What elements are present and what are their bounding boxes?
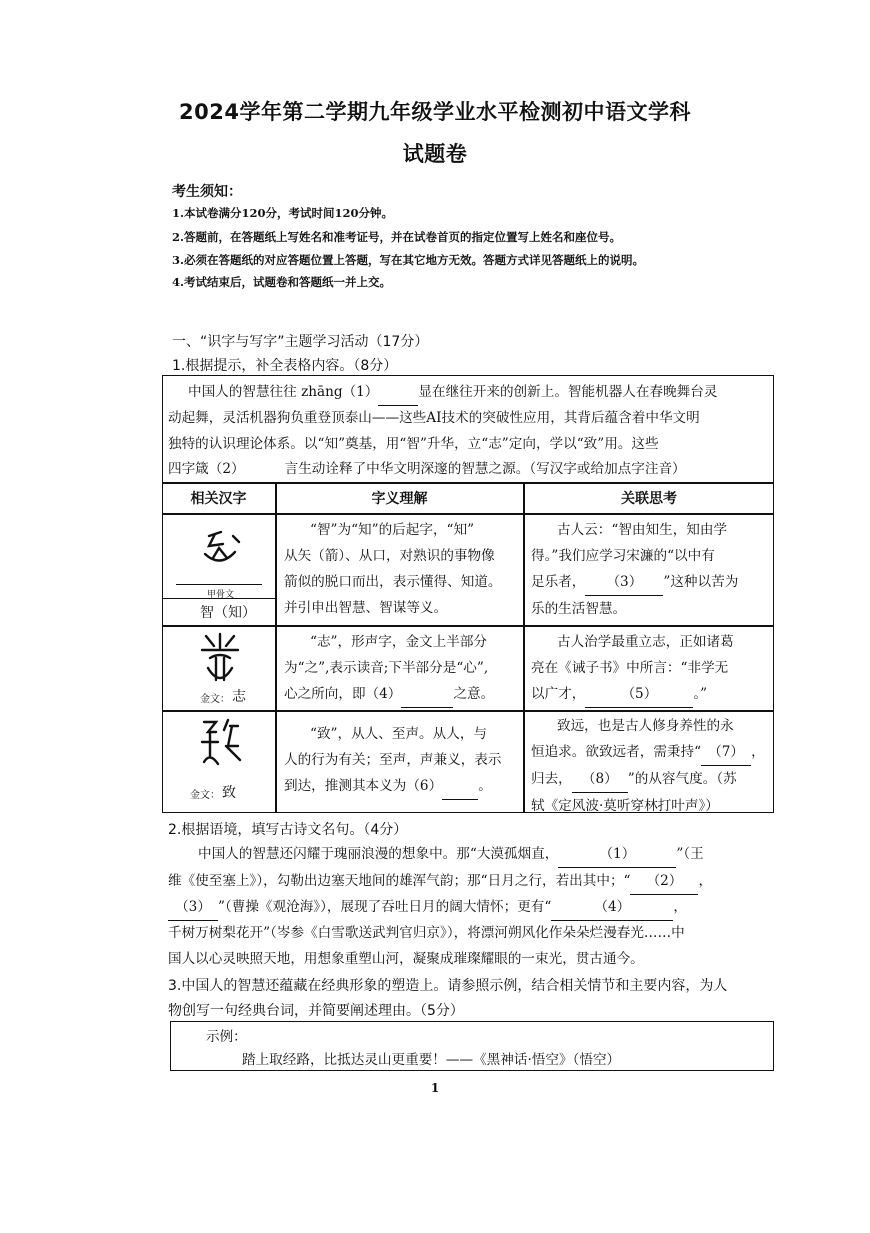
q2-blank-2[interactable]: （2） bbox=[630, 869, 698, 895]
char-2-caption: 金文： bbox=[200, 694, 230, 705]
row-1-thought: 古人云：“智由知生，知由学 得。”我们应学习宋濂的“以中有 足乐者， （3） ”这种以苦为 乐的生活智慧。 bbox=[531, 522, 739, 617]
intro-line-1: 中国人的智慧往往 zhāng（1） 显在继往开来的创新上。智能机器人在春晚舞台灵 bbox=[188, 380, 768, 406]
question-3-line-2: 物创写一句经典台词，并简要阐述理由。（5分） bbox=[168, 1003, 464, 1019]
intro-line-3: 独特的认识理论体系。以“知”奠基，用“智”升华，立“志”定向，学以“致”用。这些 bbox=[168, 436, 659, 452]
table-header-char: 相关汉字 bbox=[190, 491, 247, 507]
oracle-bone-zhi-glyph bbox=[195, 528, 245, 578]
notice-item-4: 4.考试结束后，试题卷和答题纸一并上交。 bbox=[172, 275, 392, 289]
blank-5[interactable]: （5） bbox=[585, 681, 693, 708]
q2-blank-3[interactable]: （3） bbox=[168, 895, 218, 921]
exam-subtitle: 试题卷 bbox=[402, 142, 468, 166]
question-2-heading: 2.根据语境，填写古诗文名句。（4分） bbox=[168, 822, 408, 838]
notice-item-3: 3.必须在答题纸的对应答题位置上答题，写在其它地方无效。答题方式详见答题纸上的说明。 bbox=[172, 253, 645, 267]
char-2-label: 志 bbox=[232, 689, 246, 705]
notice-heading: 考生须知： bbox=[172, 184, 242, 200]
q2-line-2: 维《使至塞上》），勾勒出边塞天地间的雄浑气韵；那“日月之行，若出其中；“ （2） ， bbox=[168, 869, 712, 895]
q2-line-1: 中国人的智慧还闪耀于瑰丽浪漫的想象中。那“大漠孤烟直， （1） ”（王 bbox=[198, 842, 704, 868]
blank-4[interactable] bbox=[401, 681, 453, 708]
char-3-label: 致 bbox=[222, 785, 236, 801]
char-1-caption: 甲骨文 bbox=[207, 590, 235, 600]
intro-line-4: 四字箴（2） 言生动诠释了中华文明深邃的智慧之源。（写汉字或给加点字注音） bbox=[168, 457, 686, 483]
q2-line-3: （3） ”（曹操《观沧海》），展现了吞吐日月的阔大情怀；更有“ （4） ， bbox=[168, 895, 687, 921]
q2-line-4: 千树万树梨花开”（岑参《白雪歌送武判官归京》），将漂河朔风化作朵朵烂漫春光……中 bbox=[168, 925, 685, 941]
example-text: 踏上取经路，比抵达灵山更重要！——《黑神话·悟空》（悟空） bbox=[242, 1052, 621, 1068]
exam-title: 2024学年第二学期九年级学业水平检测初中语文学科 bbox=[179, 100, 691, 124]
notice-item-2: 2.答题前，在答题纸上写姓名和准考证号，并在试卷首页的指定位置写上姓名和座位号。 bbox=[172, 230, 622, 244]
table-header-meaning: 字义理解 bbox=[371, 491, 428, 507]
bronze-zhi-to-glyph bbox=[198, 716, 244, 768]
row-3-thought: 致远，也是古人修身养性的永 恒追求。欲致远者，需秉持“ （7） ， 归去， （8） ”的从容气度。（苏 轼《定风波·莫听穿林打叶声》） bbox=[531, 718, 765, 814]
q2-blank-4[interactable]: （4） bbox=[551, 895, 673, 921]
page-number: 1 bbox=[430, 1081, 440, 1095]
example-label: 示例： bbox=[206, 1029, 247, 1045]
char-3-caption: 金文： bbox=[190, 790, 220, 801]
blank-7[interactable]: （7） bbox=[701, 739, 751, 766]
question-1-heading: 1.根据提示，补全表格内容。（8分） bbox=[172, 358, 398, 374]
char-1-label: 智（知） bbox=[200, 605, 256, 621]
q2-blank-1[interactable]: （1） bbox=[558, 842, 676, 868]
blank-6[interactable] bbox=[442, 773, 478, 800]
row-3-meaning: “致”，从人、至声。从人，与 人的行为有关；至声，声兼义，表示 到达，推测其本义为（6） 。 bbox=[284, 721, 520, 800]
bronze-zhi-glyph bbox=[196, 632, 244, 688]
question-3-line-1: 3.中国人的智慧还蕴藏在经典形象的塑造上。请参照示例，结合相关情节和主要内容，为人 bbox=[168, 978, 728, 994]
blank-8[interactable]: （8） bbox=[572, 766, 628, 793]
q2-line-5: 国人以心灵映照天地，用想象重塑山河，凝聚成璀璨耀眼的一束光，贯古通今。 bbox=[168, 951, 644, 967]
row-2-thought: 古人治学最重立志，正如诸葛 亮在《诫子书》中所言：“非学无 以广才， （5） 。” bbox=[531, 629, 769, 708]
row-2-meaning: “志”，形声字，金文上半部分 为“之”,表示读音;下半部分是“心”, 心之所向，即（4） 之意。 bbox=[284, 629, 520, 708]
intro-line-2: 动起舞，灵活机器狗负重登顶泰山——这些AI技术的突破性应用，其背后蕴含着中华文明 bbox=[168, 410, 700, 426]
table-header-thought: 关联思考 bbox=[621, 491, 677, 507]
blank-3[interactable]: （3） bbox=[585, 569, 663, 596]
section-heading: 一、“识字与写字”主题学习活动（17分） bbox=[172, 334, 429, 350]
notice-item-1: 1.本试卷满分120分，考试时间120分钟。 bbox=[172, 206, 394, 220]
row-1-meaning: “智”为“知”的后起字，“知” 从矢（箭）、从口，对熟识的事物像 箭似的脱口而出，表示懂得、知道。 并引申出智慧、智谋等义。 bbox=[284, 522, 502, 616]
